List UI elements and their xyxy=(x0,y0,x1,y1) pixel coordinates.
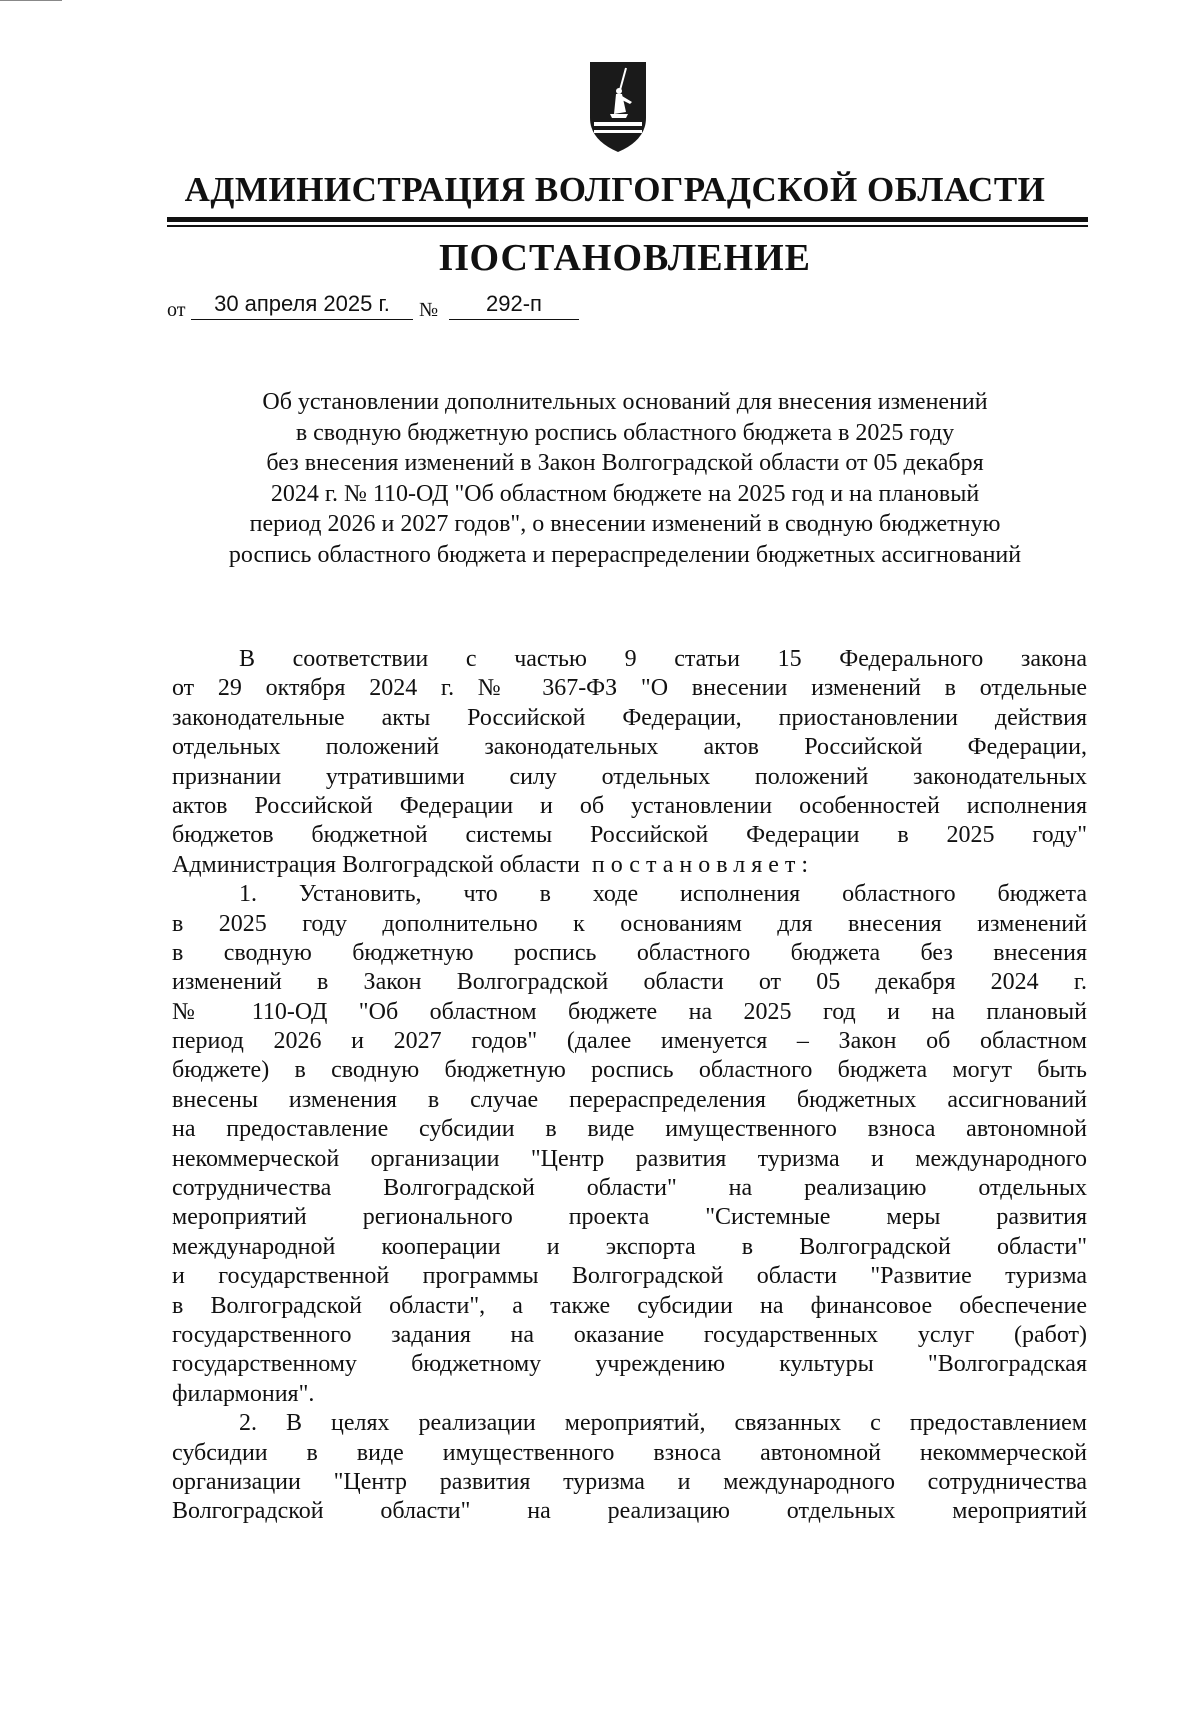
date-value: 30 апреля 2025 г. xyxy=(191,289,413,320)
body-line: филармония". xyxy=(172,1380,315,1407)
body-line: государственному бюджетному учреждению культуры "Волгоградская xyxy=(172,1351,1087,1378)
document-body xyxy=(172,645,1087,1527)
subject-line: 2024 г. № 110-ОД "Об областном бюджете на 2025 год и на плановый xyxy=(270,480,980,507)
date-prefix: от xyxy=(167,299,186,321)
body-line: отдельных положений законодательных актов Российской Федерации, xyxy=(172,734,1087,761)
body-line: изменений в Закон Волгоградской области от 05 декабря 2024 г. xyxy=(172,969,1087,996)
body-line: 2. В целях реализации мероприятий, связанных с предоставлением xyxy=(239,1410,1087,1437)
body-line: в 2025 году дополнительно к основаниям для внесения изменений xyxy=(172,910,1087,937)
date-number-line xyxy=(167,290,627,326)
body-line: бюджетов бюджетной системы Российской Федерации в 2025 году" xyxy=(172,822,1087,849)
body-line: государственного задания на оказание государственных услуг (работ) xyxy=(172,1321,1087,1348)
body-line: мероприятий регионального проекта "Системные меры развития xyxy=(172,1204,1087,1231)
body-line: и государственной программы Волгоградской области "Развитие туризма xyxy=(172,1263,1087,1290)
body-line: В соответствии с частью 9 статьи 15 Федерального закона xyxy=(239,646,1087,672)
body-line: внесены изменения в случае перераспределения бюджетных ассигнований xyxy=(172,1086,1087,1113)
body-line: от 29 октября 2024 г. № 367-ФЗ "О внесении изменений в отдельные xyxy=(172,675,1087,702)
body-line: на предоставление субсидии в виде имущественного взноса автономной xyxy=(172,1116,1087,1143)
body-line: международной кооперации и экспорта в Волгоградской области" xyxy=(172,1233,1087,1260)
body-line: Волгоградской области" на реализацию отдельных мероприятий xyxy=(172,1498,1087,1525)
document-type: ПОСТАНОВЛЕНИЕ xyxy=(438,237,812,279)
organization-title: АДМИНИСТРАЦИЯ ВОЛГОГРАДСКОЙ ОБЛАСТИ xyxy=(184,170,1046,209)
number-value: 292-п xyxy=(449,289,579,320)
header-rule-thin xyxy=(167,225,1088,227)
header-rule-thick xyxy=(167,217,1088,222)
resolves-word: постановляет: xyxy=(591,851,815,878)
body-line: № 110-ОД "Об областном бюджете на 2025 год и на плановый xyxy=(172,998,1087,1025)
body-line: организации "Центр развития туризма и международного сотрудничества xyxy=(172,1468,1087,1495)
scan-corner-mark xyxy=(0,0,62,9)
subject-line: период 2026 и 2027 годов", о внесении изменений в сводную бюджетную xyxy=(249,511,1001,537)
body-line: сотрудничества Волгоградской области" на реализацию отдельных xyxy=(172,1175,1087,1202)
body-line: некоммерческой организации "Центр развития туризма и международного xyxy=(172,1145,1087,1172)
body-line: период 2026 и 2027 годов" (далее именуется – Закон об областном xyxy=(172,1028,1087,1055)
resolves-prefix: Администрация Волгоградской области xyxy=(172,851,580,878)
body-line: бюджете) в сводную бюджетную роспись областного бюджета могут быть xyxy=(172,1057,1087,1084)
body-line: законодательные акты Российской Федерации, приостановлении действия xyxy=(172,704,1087,731)
volgograd-motherland-emblem-icon xyxy=(588,60,648,154)
body-line: актов Российской Федерации и об установлении особенностей исполнения xyxy=(172,792,1087,819)
subject-line: роспись областного бюджета и перераспределении бюджетных ассигнований xyxy=(228,541,1022,568)
body-line: признании утратившими силу отдельных положений законодательных xyxy=(172,763,1087,790)
document-subject xyxy=(160,387,1090,570)
body-line: 1. Установить, что в ходе исполнения областного бюджета xyxy=(239,881,1087,908)
body-line: субсидии в виде имущественного взноса автономной некоммерческой xyxy=(172,1439,1087,1466)
body-line: в сводную бюджетную роспись областного бюджета без внесения xyxy=(172,939,1087,966)
resolves-line xyxy=(172,851,1087,880)
number-prefix: № xyxy=(419,299,439,321)
subject-line: без внесения изменений в Закон Волгоградской области от 05 декабря xyxy=(266,450,984,476)
body-line: в Волгоградской области", а также субсидии на финансовое обеспечение xyxy=(172,1292,1087,1319)
subject-line: в сводную бюджетную роспись областного бюджета в 2025 году xyxy=(295,419,955,446)
subject-line: Об установлении дополнительных оснований для внесения изменений xyxy=(262,389,988,415)
